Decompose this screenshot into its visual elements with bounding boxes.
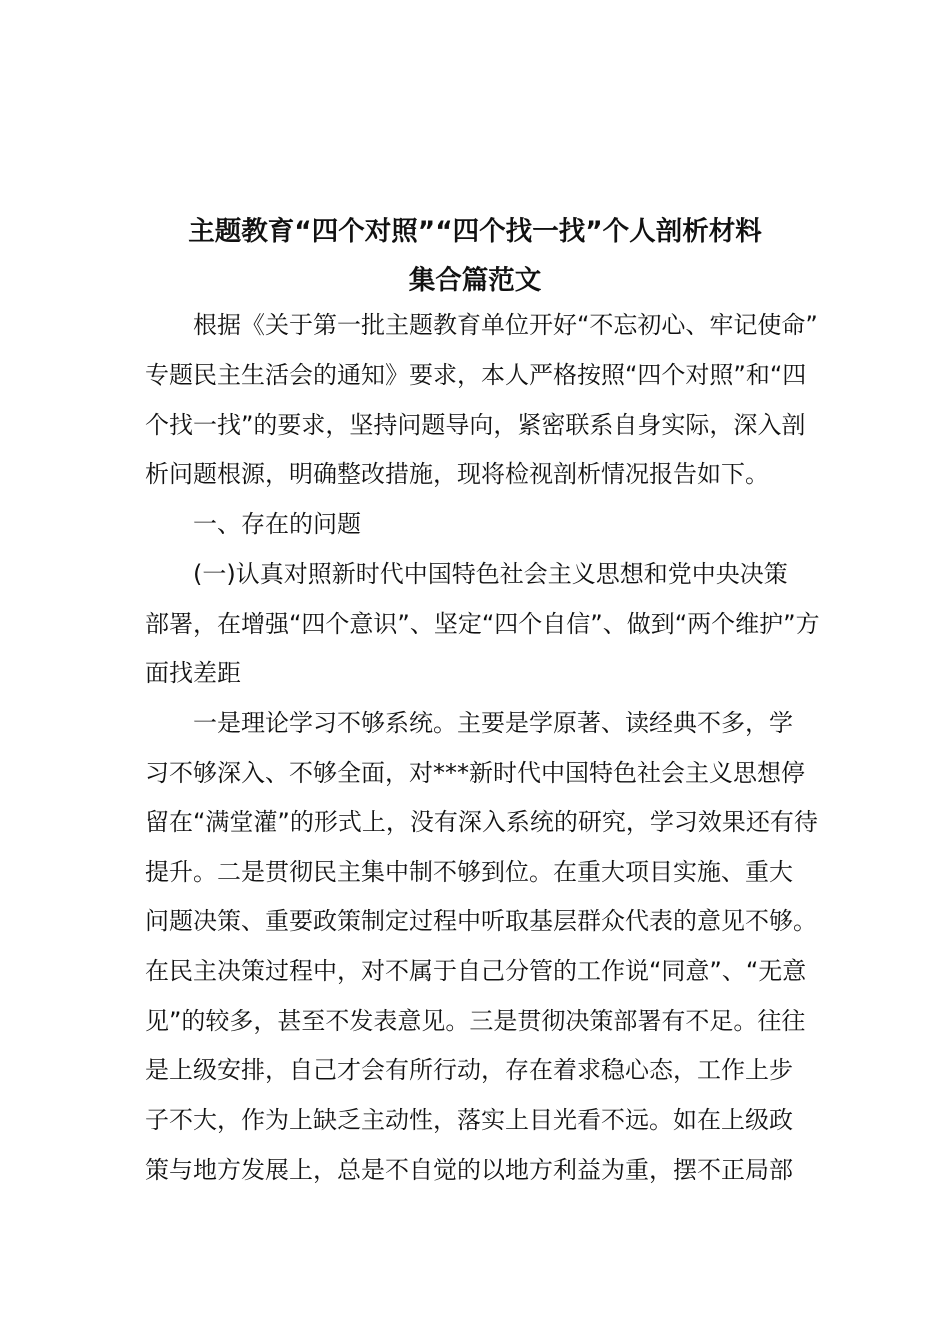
body-line-18: 策与地方发展上，总是不自觉的以地方利益为重，摆不正局部 — [145, 1156, 793, 1184]
document-title-line-1: 主题教育“四个对照”“四个找一找”个人剖析材料 — [188, 216, 762, 247]
body-line-10: 习不够深入、不够全面，对***新时代中国特色社会主义思想停 — [145, 759, 805, 787]
body-line-2: 专题民主生活会的通知》要求，本人严格按照“四个对照”和“四 — [145, 361, 807, 389]
body-line-16: 是上级安排，自己才会有所行动，存在着求稳心态，工作上步 — [145, 1056, 793, 1084]
body-line-17: 子不大，作为上缺乏主动性，落实上目光看不远。如在上级政 — [145, 1106, 793, 1134]
body-line-12: 提升。二是贯彻民主集中制不够到位。在重大项目实施、重大 — [145, 858, 793, 886]
body-line-3: 个找一找”的要求，坚持问题导向，紧密联系自身实际，深入剖 — [145, 411, 806, 439]
document-title-line-2: 集合篇范文 — [408, 265, 542, 296]
body-line-15: 见”的较多，甚至不发表意见。三是贯彻决策部署有不足。往往 — [145, 1007, 806, 1035]
subsection-heading-line-1: (一)认真对照新时代中国特色社会主义思想和党中央决策 — [193, 560, 788, 588]
subsection-heading-line-2: 部署，在增强“四个意识”、坚定“四个自信”、做到“两个维护”方 — [145, 610, 820, 638]
body-line-11: 留在“满堂灌”的形式上，没有深入系统的研究，学习效果还有待 — [145, 808, 818, 836]
body-line-9: 一是理论学习不够系统。主要是学原著、读经典不多，学 — [193, 709, 793, 737]
subsection-heading-line-3: 面找差距 — [145, 659, 241, 687]
body-line-14: 在民主决策过程中，对不属于自己分管的工作说“同意”、“无意 — [145, 957, 807, 985]
body-line-4: 析问题根源，明确整改措施，现将检视剖析情况报告如下。 — [145, 460, 769, 488]
body-line-1: 根据《关于第一批主题教育单位开好“不忘初心、牢记使命” — [193, 311, 818, 339]
body-line-13: 问题决策、重要政策制定过程中听取基层群众代表的意见不够。 — [145, 907, 817, 935]
section-heading: 一、存在的问题 — [193, 510, 361, 538]
